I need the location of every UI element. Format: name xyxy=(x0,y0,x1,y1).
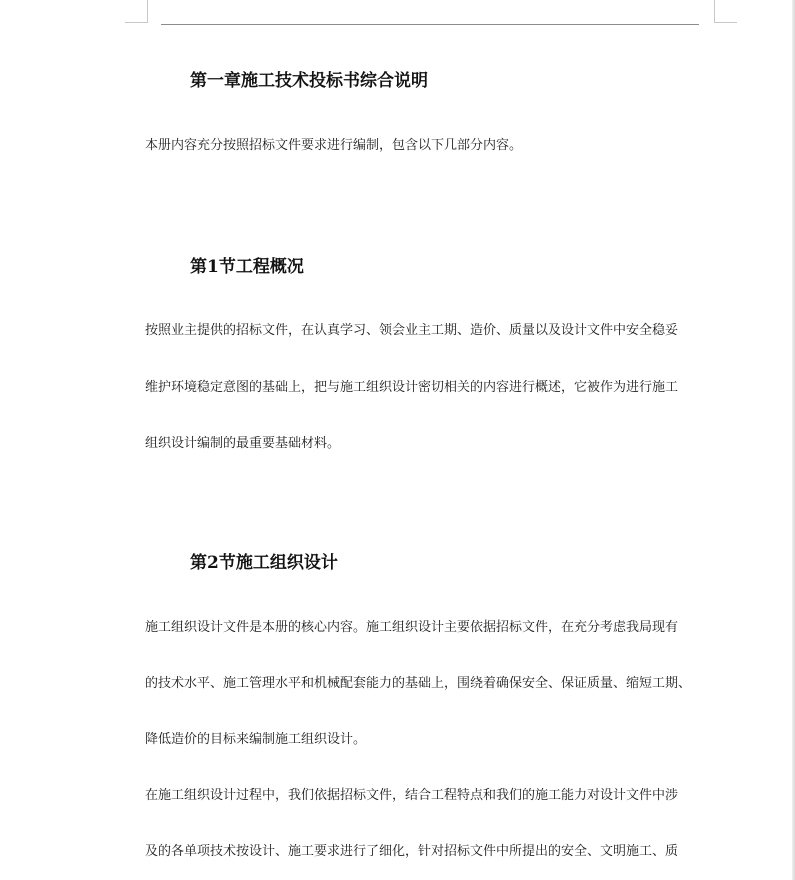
section-2-line-1: 施工组织设计文件是本册的核心内容。施工组织设计主要依据招标文件，在充分考虑我局现有 xyxy=(145,620,679,635)
section-2-line-5: 及的各单项技术按设计、施工要求进行了细化，针对招标文件中所提出的安全、文明施工、质 xyxy=(145,844,679,859)
margin-corner-mark-right xyxy=(714,0,737,23)
section-2-line-2: 的技术水平、施工管理水平和机械配套能力的基础上，围绕着确保安全、保证质量、缩短工期、 xyxy=(145,676,692,691)
section-2-line-4: 在施工组织设计过程中，我们依据招标文件，结合工程特点和我们的施工能力对设计文件中涉 xyxy=(145,788,679,803)
section-1-line-3: 组织设计编制的最重要基础材料。 xyxy=(145,436,341,451)
section-2-line-3: 降低造价的目标来编制施工组织设计。 xyxy=(145,732,367,747)
intro-paragraph: 本册内容充分按照招标文件要求进行编制，包含以下几部分内容。 xyxy=(145,138,523,153)
header-rule xyxy=(161,24,699,25)
margin-corner-mark-left xyxy=(125,0,148,23)
section-title-2: 第2节施工组织设计 xyxy=(190,553,338,573)
section-title-1: 第1节工程概况 xyxy=(190,257,304,277)
chapter-title: 第一章施工技术投标书综合说明 xyxy=(190,71,428,91)
section-1-line-2: 维护环境稳定意图的基础上，把与施工组织设计密切相关的内容进行概述，它被作为进行施工 xyxy=(145,380,679,395)
section-1-line-1: 按照业主提供的招标文件，在认真学习、领会业主工期、造价、质量以及设计文件中安全稳妥 xyxy=(145,323,679,338)
